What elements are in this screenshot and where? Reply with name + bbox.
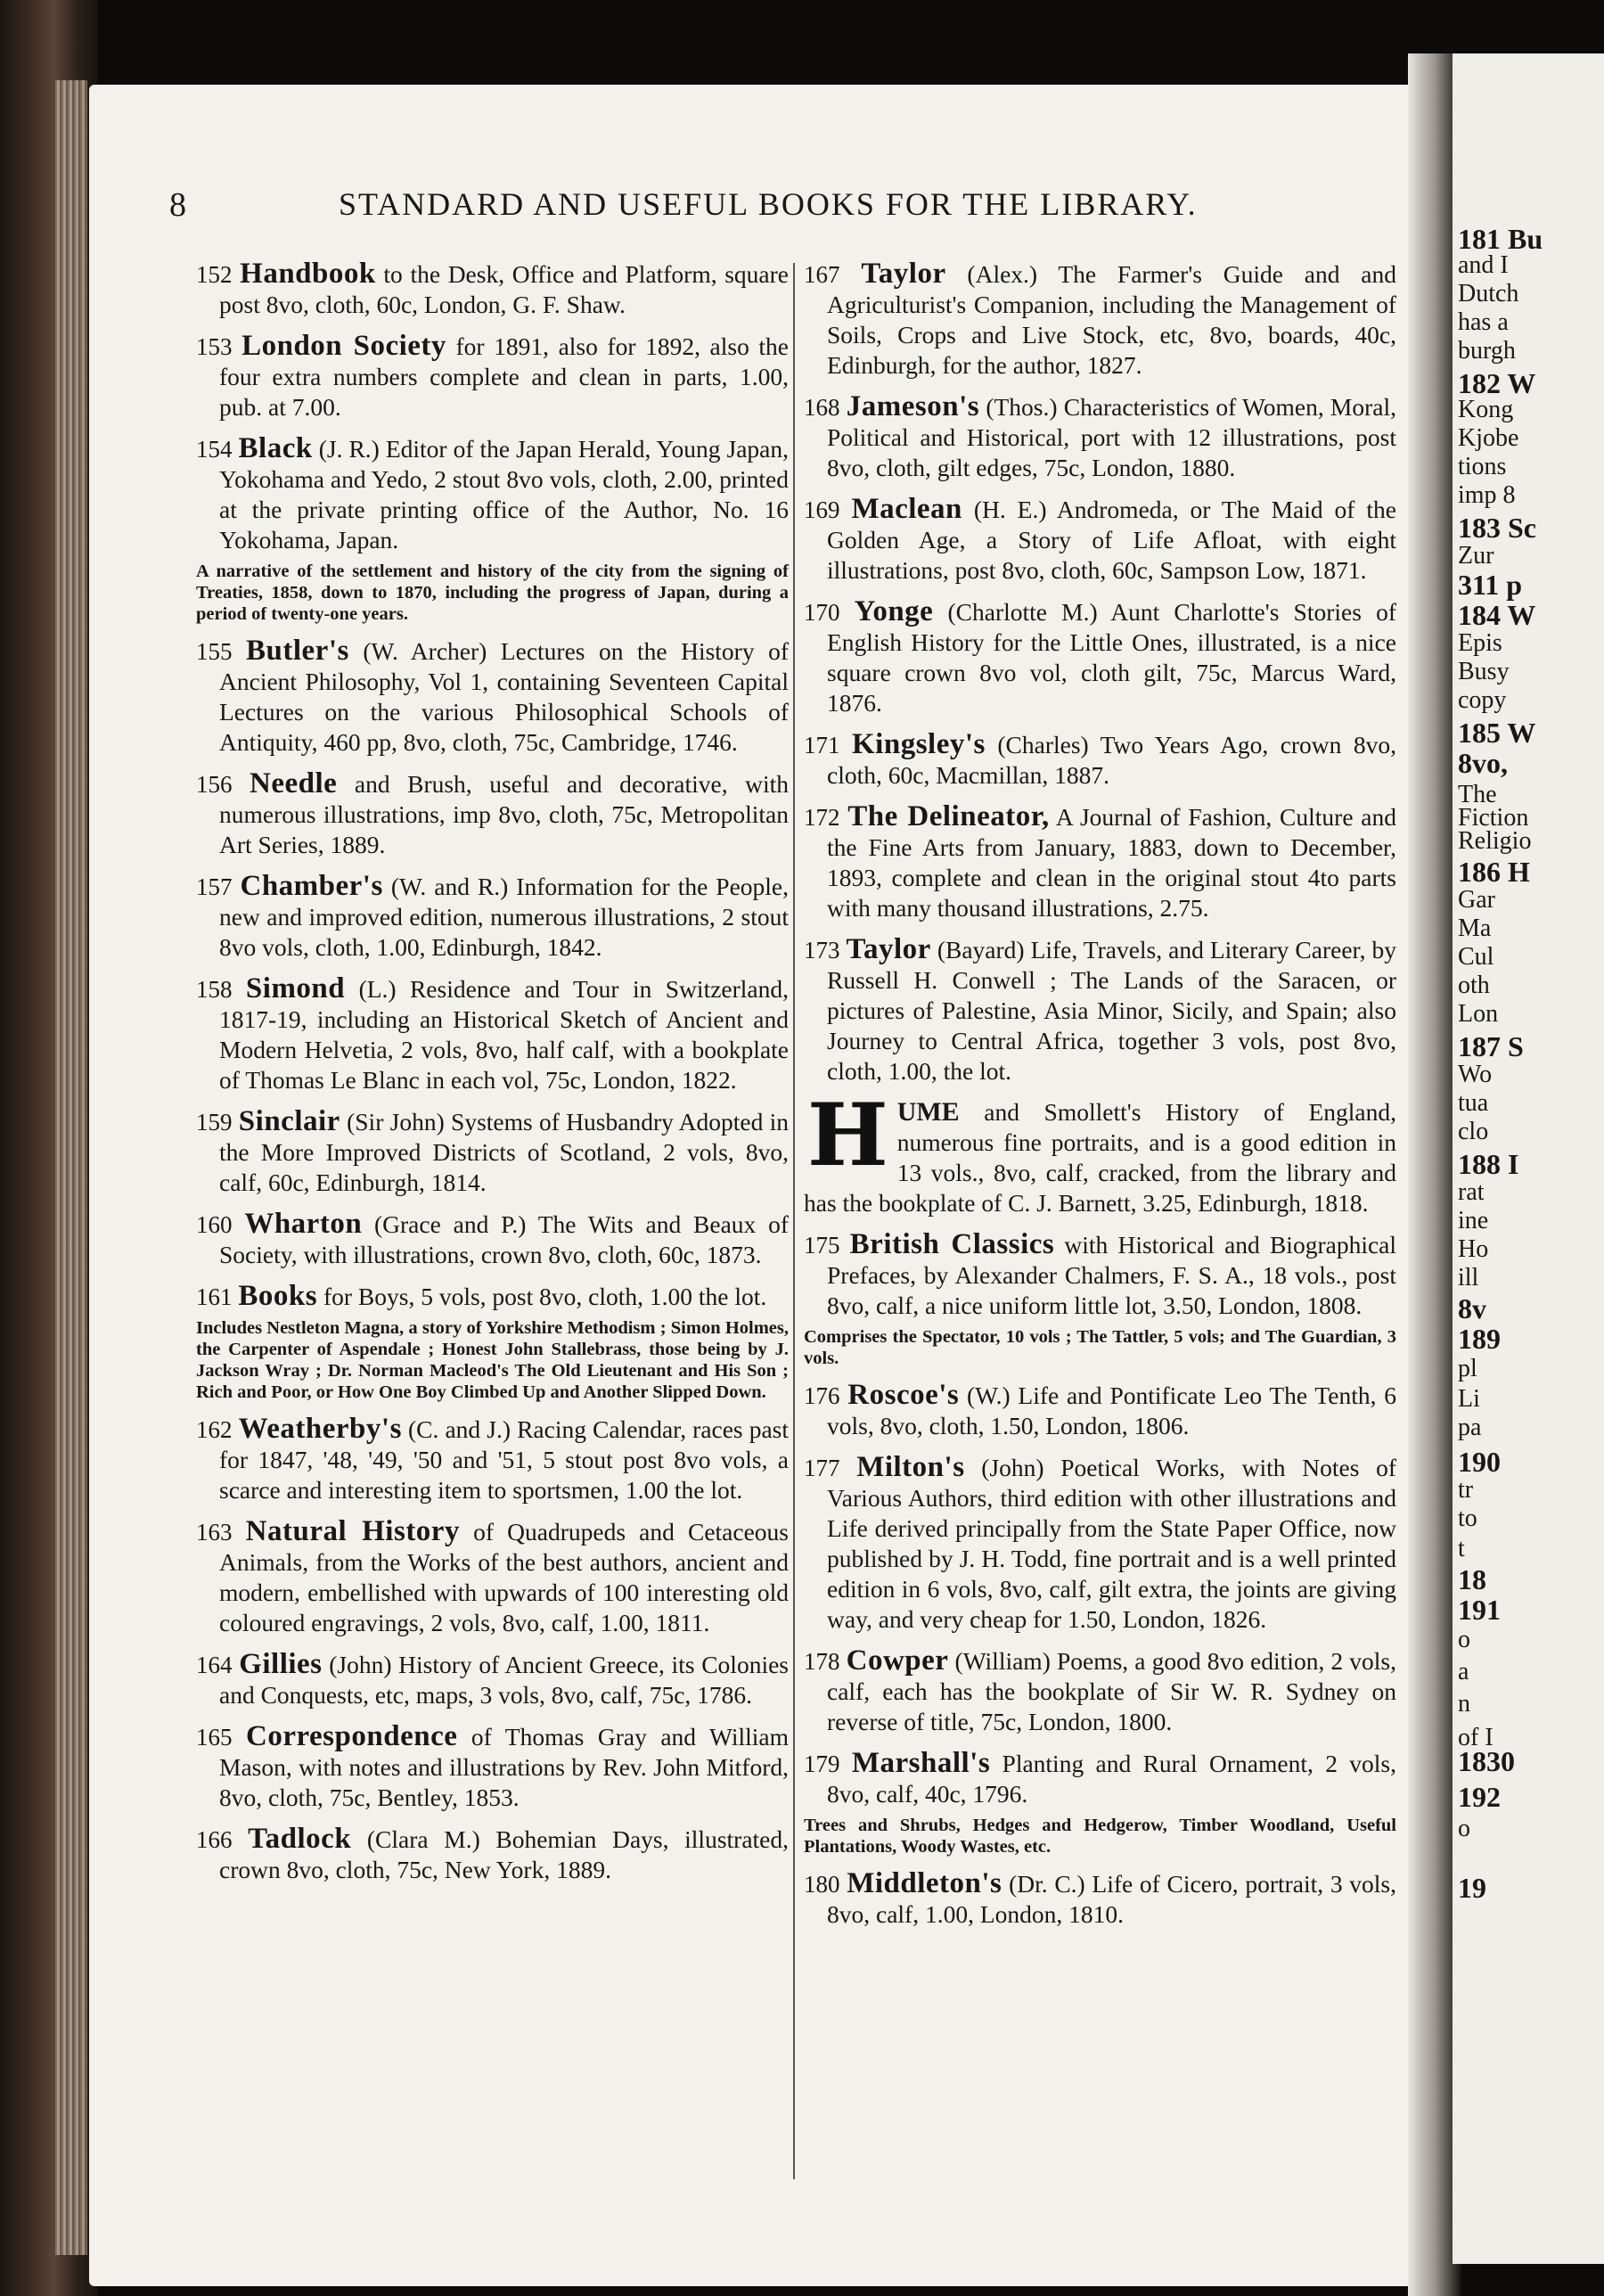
entry-description: and Smollett's History of England, numerous fine portraits, and is a good edition in 13 vols., 8vo, calf, cracked, from the library and has the bookplate of C. J. Barnett, 3.25, Edinburgh, 1818. [804, 1098, 1396, 1217]
facing-page-fragment: Gar [1458, 886, 1495, 914]
catalog-entry [804, 1868, 1396, 1930]
catalog-entry [804, 494, 1396, 586]
facing-page-fragment: Li [1458, 1385, 1480, 1413]
entry-title: Tadlock [248, 1823, 352, 1855]
entry-number: 158 [196, 976, 233, 1003]
entry-description: (Clara M.) Bohemian Days, illustrated, crown 8vo, cloth, 75c, New York, 1889. [219, 1825, 789, 1883]
catalog-entry [196, 1721, 789, 1813]
entry-description: for 1891, also for 1892, also the four extra numbers complete and clean in parts, 1.00, pub. at 7.00. [219, 332, 790, 421]
facing-page-fragment: 184 W [1458, 599, 1536, 631]
entry-title: British Classics [849, 1228, 1055, 1260]
catalog-entry [196, 433, 789, 555]
facing-page-fragment: clo [1458, 1118, 1489, 1145]
entry-note: A narrative of the settlement and history of the city from the signing of Treaties, 1858, down to 1870, including the progress of Japan, during a period of twenty-one years. [196, 562, 789, 624]
entry-number: 171 [804, 732, 840, 758]
entry-description: to the Desk, Office and Platform, square post 8vo, cloth, 60c, London, G. F. Shaw. [219, 260, 790, 318]
facing-page-fragment: Kong [1458, 396, 1514, 423]
facing-page-fragment: 182 W [1458, 367, 1536, 399]
entry-number: 167 [804, 261, 840, 288]
entry-number: 168 [804, 394, 840, 421]
entry-title: Needle [250, 767, 338, 800]
catalog-entry [804, 1085, 1396, 1218]
facing-page-fragment: 19 [1458, 1872, 1486, 1904]
facing-page-fragment: n [1458, 1690, 1470, 1718]
entry-title: Kingsley's [852, 728, 986, 760]
facing-page-fragment: o [1458, 1815, 1470, 1842]
facing-page-fragment: 191 [1458, 1594, 1501, 1626]
entry-title: Taylor [861, 258, 946, 290]
catalog-entry [196, 871, 789, 963]
facing-page-fragment: 18 [1458, 1563, 1486, 1595]
left-column [196, 258, 789, 1896]
entry-description: (Dr. C.) Life of Cicero, portrait, 3 vols, 8vo, calf, 1.00, London, 1810. [827, 1870, 1397, 1928]
drop-cap: H [807, 1085, 888, 1185]
catalog-entry [196, 1414, 789, 1505]
entry-number: 175 [804, 1232, 840, 1259]
entry-number: 154 [196, 436, 233, 463]
facing-page-fragment: 311 p [1458, 569, 1523, 601]
entry-description: Planting and Rural Ornament, 2 vols, 8vo, calf, 40c, 1796. [827, 1750, 1397, 1808]
entry-description: and Brush, useful and decorative, with numerous illustrations, imp 8vo, cloth, 75c, Metropolitan Art Series, 1889. [219, 770, 789, 858]
facing-page-fragment: to [1458, 1505, 1477, 1532]
catalog-entry [804, 1645, 1396, 1737]
entry-title: Taylor [846, 933, 931, 965]
entry-title: Butler's [246, 635, 349, 667]
facing-page-fragment: 192 [1458, 1781, 1501, 1813]
facing-page-fragment: 8vo, [1458, 747, 1508, 779]
entry-number: 178 [804, 1648, 840, 1675]
entry-description: (Charlotte M.) Aunt Charlotte's Stories of English History for the Little Ones, illustrated, is a nice square crown 8vo vol, cloth gilt, 75c, Marcus Ward, 1876. [827, 598, 1397, 717]
facing-page-fragment: has a [1458, 308, 1509, 336]
catalog-entry [804, 1452, 1396, 1635]
entry-title: The Delineator, [847, 800, 1050, 832]
catalog-entry [196, 1209, 789, 1270]
entry-number: 180 [804, 1871, 840, 1898]
entry-description: (Thos.) Characteristics of Women, Moral, Political and Historical, port with 12 illustrations, post 8vo, cloth, gilt edges, 75c, London, 1880. [827, 393, 1397, 481]
entry-number: 161 [196, 1283, 233, 1310]
entry-description: (C. and J.) Racing Calendar, races past for 1847, '48, '49, '50 and '51, 5 stout post 8vo vols, a scarce and interesting item to sportsmen, 1.00 the lot. [219, 1415, 790, 1504]
entry-title: Simond [245, 972, 346, 1004]
catalog-entry [196, 1281, 789, 1312]
facing-page-fragment: Fiction [1458, 804, 1529, 832]
facing-page-fragment: copy [1458, 686, 1507, 714]
entry-title: Weatherby's [238, 1413, 402, 1445]
entry-number: 156 [196, 771, 233, 798]
entry-description: (Sir John) Systems of Husbandry Adopted in the More Improved Districts of Scotland, 2 vols, 8vo, calf, 60c, Edinburgh, 1814. [219, 1108, 790, 1196]
catalog-entry [804, 1380, 1396, 1441]
facing-page-fragment: 8v [1458, 1292, 1486, 1324]
catalog-entry [196, 331, 789, 422]
catalog-entry [804, 801, 1396, 923]
entry-number: 162 [196, 1416, 233, 1443]
entry-title: Jameson's [846, 390, 980, 422]
entry-number: 153 [196, 333, 233, 360]
entry-title: UME [896, 1097, 960, 1127]
entry-description: of Quadrupeds and Cetaceous Animals, from the Works of the best authors, ancient and modern, embellished with upwards of 100 interesting old coloured engravings, 2 vols, 8vo, calf, 1.00, 1811. [219, 1518, 789, 1636]
facing-page-fragment: The [1458, 781, 1497, 808]
entry-title: Wharton [244, 1208, 363, 1240]
facing-page-fragment: Ma [1458, 914, 1492, 942]
facing-page-fragment: Cul [1458, 943, 1494, 971]
right-column [804, 258, 1396, 1940]
facing-page-fragment: ine [1458, 1207, 1489, 1234]
entry-title: Maclean [851, 493, 962, 525]
entry-description: (W. Archer) Lectures on the History of Ancient Philosophy, Vol 1, containing Seventeen Capital Lectures on the various Philosophical Schools of Antiquity, 460 pp, 8vo, cloth, 75c, Cambridge, 1746. [219, 637, 790, 756]
entry-number: 176 [804, 1382, 840, 1409]
entry-description: (H. E.) Andromeda, or The Maid of the Golden Age, a Story of Life Afloat, with eight illustrations, post 8vo, cloth, 60c, Sampson Low, 1871. [827, 496, 1396, 584]
facing-page-fragment: 185 W [1458, 717, 1536, 749]
entry-number: 172 [804, 804, 840, 831]
entry-description: (J. R.) Editor of the Japan Herald, Young Japan, Yokohama and Yedo, 2 stout 8vo vols, cloth, 2.00, printed at the private printing office of the Author, No. 16 Yokohama, Japan. [219, 435, 790, 554]
column-divider [793, 263, 795, 2179]
entry-description: (Bayard) Life, Travels, and Literary Career, by Russell H. Conwell ; The Lands of the Saracen, or pictures of Palestine, Asia Minor, Sicily, and Spain; also Journey to Central Africa, together 3 vols, post 8vo, cloth, 1.00, the lot. [827, 936, 1396, 1085]
catalog-entry [196, 973, 789, 1095]
entry-title: Gillies [239, 1648, 323, 1680]
catalog-entry [196, 1649, 789, 1710]
entry-title: Middleton's [847, 1867, 1002, 1899]
entry-description: (Charles) Two Years Ago, crown 8vo, cloth, 60c, Macmillan, 1887. [827, 731, 1397, 789]
entry-title: Roscoe's [847, 1379, 960, 1411]
entry-title: Natural History [245, 1515, 460, 1547]
entry-description: (L.) Residence and Tour in Switzerland, 1817-19, including an Historical Sketch of Ancient and Modern Helvetia, 2 vols, 8vo, half calf, with a bookplate of Thomas Le Blanc in each vol, 75c, London, 1822. [219, 975, 790, 1094]
facing-page-fragment: and I [1458, 251, 1509, 279]
entry-number: 170 [804, 599, 840, 626]
entry-description: (John) History of Ancient Greece, its Colonies and Conquests, etc, maps, 3 vols, 8vo, calf, 75c, 1786. [219, 1651, 789, 1709]
entry-description: (Grace and P.) The Wits and Beaux of Society, with illustrations, crown 8vo, cloth, 60c, 1873. [219, 1210, 790, 1268]
facing-page-fragment: ill [1458, 1264, 1479, 1292]
catalog-entry [804, 1229, 1396, 1321]
entry-number: 179 [804, 1751, 840, 1777]
facing-page-fragment: 1830 [1458, 1745, 1515, 1777]
entry-number: 173 [804, 937, 840, 964]
entry-description: (W.) Life and Pontificate Leo The Tenth, 6 vols, 8vo, cloth, 1.50, London, 1806. [827, 1382, 1396, 1439]
facing-page-fragment: of I [1458, 1724, 1494, 1751]
entry-title: Books [238, 1280, 318, 1312]
catalog-entry [196, 1516, 789, 1638]
entry-description: with Historical and Biographical Prefaces, by Alexander Chalmers, F. S. A., 18 vols., post 8vo, calf, a nice uniform little lot, 3.50, London, 1808. [827, 1231, 1397, 1319]
facing-page-fragment: pl [1458, 1355, 1477, 1382]
entry-description: (W. and R.) Information for the People, new and improved edition, numerous illustrations, 2 stout 8vo vols, cloth, 1.00, Edinburgh, 1842. [219, 873, 789, 961]
facing-page-fragment: t [1458, 1535, 1465, 1562]
entry-number: 164 [196, 1652, 233, 1678]
entry-description: A Journal of Fashion, Culture and the Fine Arts from January, 1883, down to December, 1893, complete and clean in the original stout 4to parts with many thousand illustrations, 2.75. [827, 803, 1397, 922]
entry-number: 169 [804, 496, 840, 523]
entry-number: 152 [196, 261, 233, 288]
entry-note: Includes Nestleton Magna, a story of Yorkshire Methodism ; Simon Holmes, the Carpenter of Aspendale ; Honest John Stallebrass, those being by J. Jackson Wray ; Dr. Norman Macleod's The Old Lieutenant and His Son ; Rich and Poor, or How One Boy Climbed Up and Another Slipped Down. [196, 1318, 789, 1402]
running-title: STANDARD AND USEFUL BOOKS FOR THE LIBRARY. [339, 186, 1198, 222]
entry-title: Handbook [240, 258, 376, 290]
facing-page-fragment: Epis [1458, 629, 1502, 657]
entry-number: 157 [196, 873, 233, 900]
catalog-entry [804, 391, 1396, 483]
facing-page [1453, 53, 1604, 2264]
entry-title: Sinclair [238, 1105, 340, 1137]
page-edges [55, 80, 87, 2255]
page-header [169, 185, 1417, 239]
catalog-entry [196, 258, 789, 320]
facing-page-fragment: imp 8 [1458, 481, 1516, 509]
facing-page-fragment: rat [1458, 1178, 1485, 1206]
facing-page-fragment: burgh [1458, 337, 1516, 365]
facing-page-fragment: tr [1458, 1476, 1474, 1504]
facing-page-fragment: 190 [1458, 1446, 1501, 1478]
entry-number: 159 [196, 1109, 233, 1136]
catalog-entry [804, 1748, 1396, 1809]
entry-description: for Boys, 5 vols, post 8vo, cloth, 1.00 the lot. [323, 1283, 767, 1310]
catalog-entry [804, 596, 1396, 718]
entry-title: Cowper [846, 1644, 949, 1677]
facing-page-fragment: Kjobe [1458, 424, 1519, 452]
facing-page-fragment: Wo [1458, 1061, 1493, 1088]
entry-description: (John) Poetical Works, with Notes of Various Authors, third edition with other illustrations and Life derived principally from the State Paper Office, now published by J. H. Todd, fine portrait and is a well printed edition in 6 vols, 8vo, calf, gilt extra, the joints are giving way, and very cheap for 1.50, London, 1826. [827, 1454, 1397, 1633]
entry-note: Comprises the Spectator, 10 vols ; The Tattler, 5 vols; and The Guardian, 3 vols. [804, 1327, 1396, 1368]
facing-page-fragment: tions [1458, 453, 1507, 480]
entry-description: (Alex.) The Farmer's Guide and and Agriculturist's Companion, including the Management of Soils, Crops and Live Stock, etc, 8vo, boards, 40c, Edinburgh, for the author, 1827. [827, 260, 1397, 379]
page-number: 8 [169, 186, 186, 224]
facing-page-fragment: 187 S [1458, 1030, 1524, 1062]
facing-page-fragment: tua [1458, 1089, 1489, 1117]
entry-number: 160 [196, 1211, 233, 1238]
catalog-entry [804, 729, 1396, 791]
facing-page-fragment: Lon [1458, 1000, 1499, 1028]
facing-page-fragment: Busy [1458, 658, 1510, 685]
facing-page-fragment: 189 [1458, 1323, 1501, 1355]
entry-number: 163 [196, 1519, 233, 1546]
facing-page-fragment: pa [1458, 1414, 1482, 1441]
facing-page-fragment: Religio [1458, 827, 1532, 855]
facing-page-fragment: 181 Bu [1458, 223, 1543, 255]
facing-page-fragment: a [1458, 1658, 1469, 1685]
facing-page-fragment: 183 Sc [1458, 512, 1536, 544]
catalog-entry [196, 768, 789, 860]
facing-page-fragment: Zur [1458, 542, 1494, 570]
entry-note: Trees and Shrubs, Hedges and Hedgerow, Timber Woodland, Useful Plantations, Woody Wastes, etc. [804, 1816, 1396, 1857]
catalog-entry [196, 636, 789, 758]
catalog-entry [196, 1106, 789, 1198]
entry-title: Milton's [856, 1451, 965, 1483]
facing-page-fragment: o [1458, 1626, 1470, 1653]
catalog-entry [196, 1824, 789, 1885]
entry-description: of Thomas Gray and William Mason, with notes and illustrations by Rev. John Mitford, 8vo, cloth, 75c, Bentley, 1853. [219, 1723, 790, 1811]
facing-page-fragment: 186 H [1458, 856, 1530, 888]
facing-page-fragment: Ho [1458, 1235, 1489, 1263]
entry-number: 155 [196, 638, 233, 665]
entry-title: London Society [241, 330, 446, 362]
facing-page-fragment: oth [1458, 972, 1490, 999]
catalog-entry [804, 258, 1396, 381]
entry-title: Correspondence [246, 1720, 458, 1752]
entry-title: Yonge [854, 595, 934, 627]
entry-title: Marshall's [851, 1747, 991, 1779]
entry-title: Black [238, 432, 313, 464]
catalog-entry [804, 934, 1396, 1086]
facing-page-fragment: Dutch [1458, 280, 1519, 308]
facing-page-fragment: 188 I [1458, 1148, 1519, 1180]
entry-number: 177 [804, 1455, 840, 1481]
entry-number: 165 [196, 1724, 233, 1751]
entry-title: Chamber's [240, 870, 383, 902]
entry-number: 166 [196, 1826, 233, 1853]
entry-description: (William) Poems, a good 8vo edition, 2 vols, calf, each has the bookplate of Sir W. R. Sydney on reverse of title, 75c, London, 1800. [827, 1647, 1396, 1735]
